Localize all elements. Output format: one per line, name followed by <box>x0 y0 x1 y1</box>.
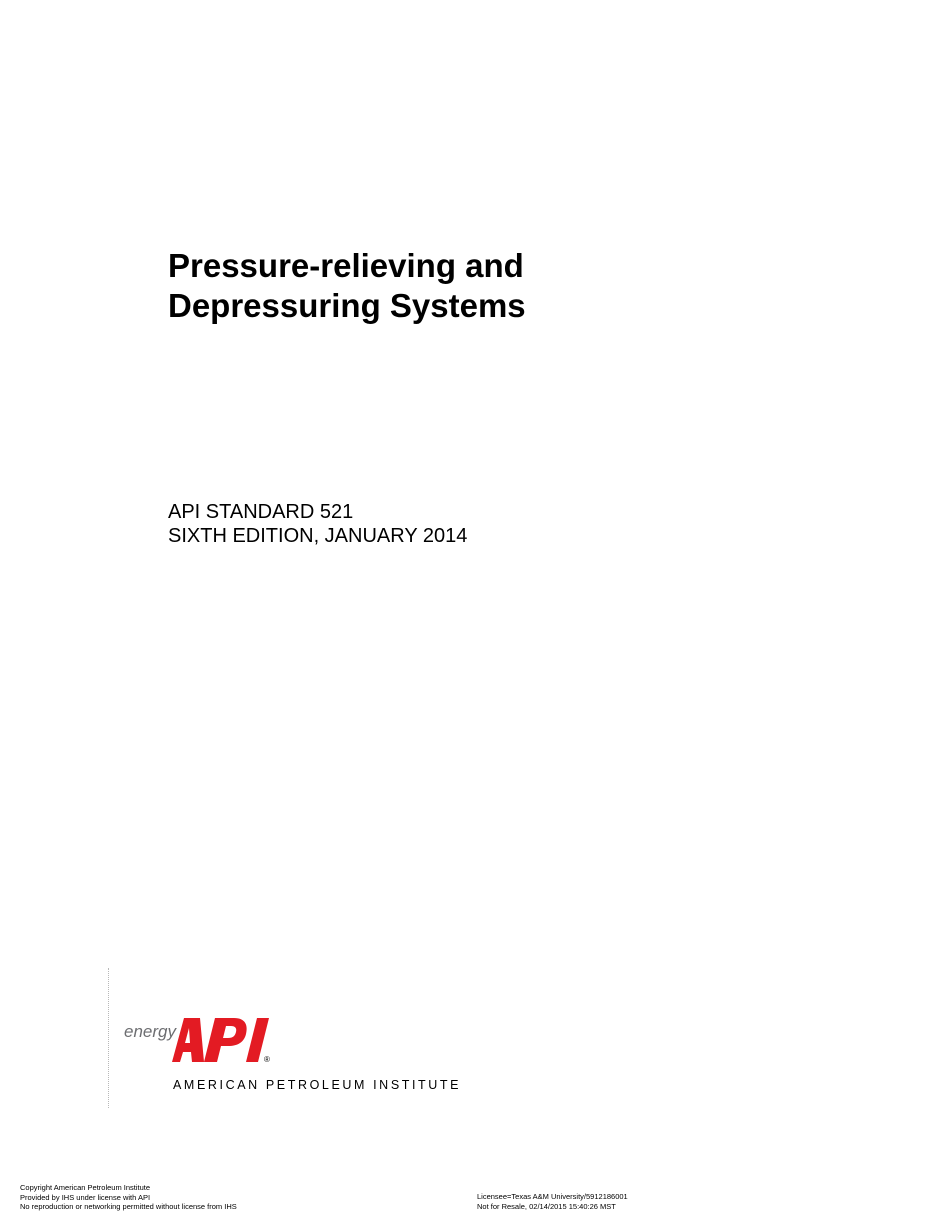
document-title-line-1: Pressure-relieving and <box>168 247 524 284</box>
standard-info <box>168 500 467 548</box>
license-footer <box>477 1192 628 1211</box>
document-title <box>168 246 526 326</box>
licensee-line: Licensee=Texas A&M University/5912186001 <box>477 1192 628 1201</box>
institute-name: AMERICAN PETROLEUM INSTITUTE <box>173 1078 462 1092</box>
resale-line: Not for Resale, 02/14/2015 15:40:26 MST <box>477 1201 616 1211</box>
logo-tagline: energy <box>124 1022 176 1041</box>
api-logo <box>120 1010 280 1066</box>
document-title-line-2: Depressuring Systems <box>168 287 526 324</box>
edition-date: SIXTH EDITION, JANUARY 2014 <box>168 525 468 547</box>
copyright-line: Copyright American Petroleum Institute <box>20 1183 151 1192</box>
registered-mark: ® <box>264 1055 270 1064</box>
standard-number: API STANDARD 521 <box>168 501 354 523</box>
copyright-footer <box>20 1183 237 1212</box>
margin-dotted-rule <box>108 968 109 1108</box>
provider-line: Provided by IHS under license with API <box>20 1192 151 1202</box>
reproduction-line: No reproduction or networking permitted without license from IHS <box>20 1202 237 1211</box>
api-mark-icon <box>172 1018 269 1062</box>
